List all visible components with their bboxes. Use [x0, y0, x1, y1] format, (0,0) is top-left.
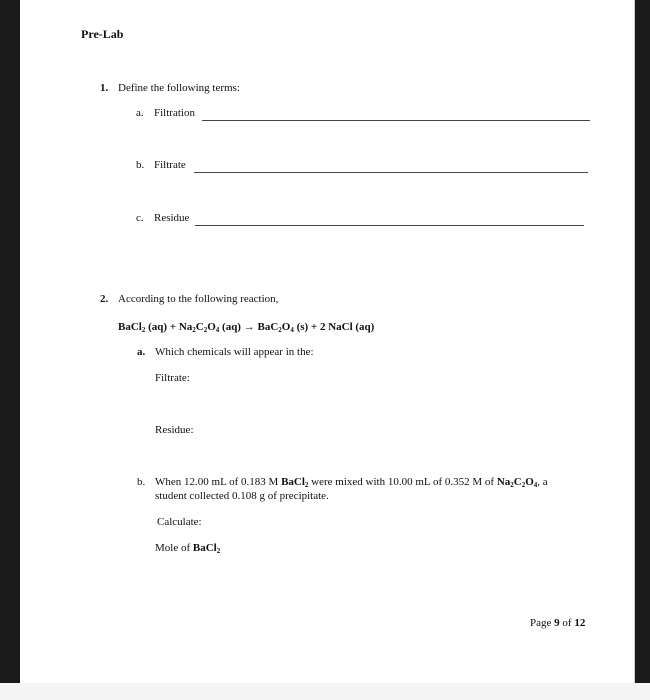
q2b-letter: b.	[137, 476, 146, 488]
filtrate-label: Filtrate:	[155, 372, 190, 384]
q2-prompt: According to the following reaction,	[118, 293, 279, 305]
bottom-strip	[0, 683, 650, 700]
q1b-answer-line[interactable]	[194, 172, 588, 173]
q1a-term: Filtration	[154, 107, 195, 119]
q2b-line1: When 12.00 mL of 0.183 M BaCl$_2$ were mixed with 10.00 mL of 0.352 M of $Na_2C_2O_4$, a	[155, 476, 548, 489]
page-title: Pre-Lab	[81, 27, 124, 41]
q1c-term: Residue	[154, 212, 190, 224]
residue-label: Residue:	[155, 424, 194, 436]
worksheet-page	[20, 0, 635, 683]
q2a-letter: a.	[137, 346, 146, 358]
q1b-letter: b.	[136, 159, 145, 171]
q2-number: 2.	[100, 293, 109, 305]
q1-number: 1.	[100, 82, 109, 94]
q1a-letter: a.	[136, 107, 144, 119]
q1b-term: Filtrate	[154, 159, 186, 171]
page-number: Page 9 of 12	[530, 617, 586, 629]
reaction-equation: BaCl$_2$ $(aq) + Na_2C_2O_4$ $(aq) \to BaC_2O_4$ (s) + 2 NaCl (aq)	[118, 321, 375, 334]
mole-bacl2-label: Mole of BaCl$_2$	[155, 542, 221, 555]
q1a-answer-line[interactable]	[202, 120, 590, 121]
q2a-prompt: Which chemicals will appear in the:	[155, 346, 314, 358]
calculate-label: Calculate:	[157, 516, 202, 528]
q2b-line2: student collected 0.108 g of precipitate.	[155, 490, 329, 502]
q1-prompt: Define the following terms:	[118, 82, 240, 94]
q1c-answer-line[interactable]	[195, 225, 584, 226]
q1c-letter: c.	[136, 212, 144, 224]
